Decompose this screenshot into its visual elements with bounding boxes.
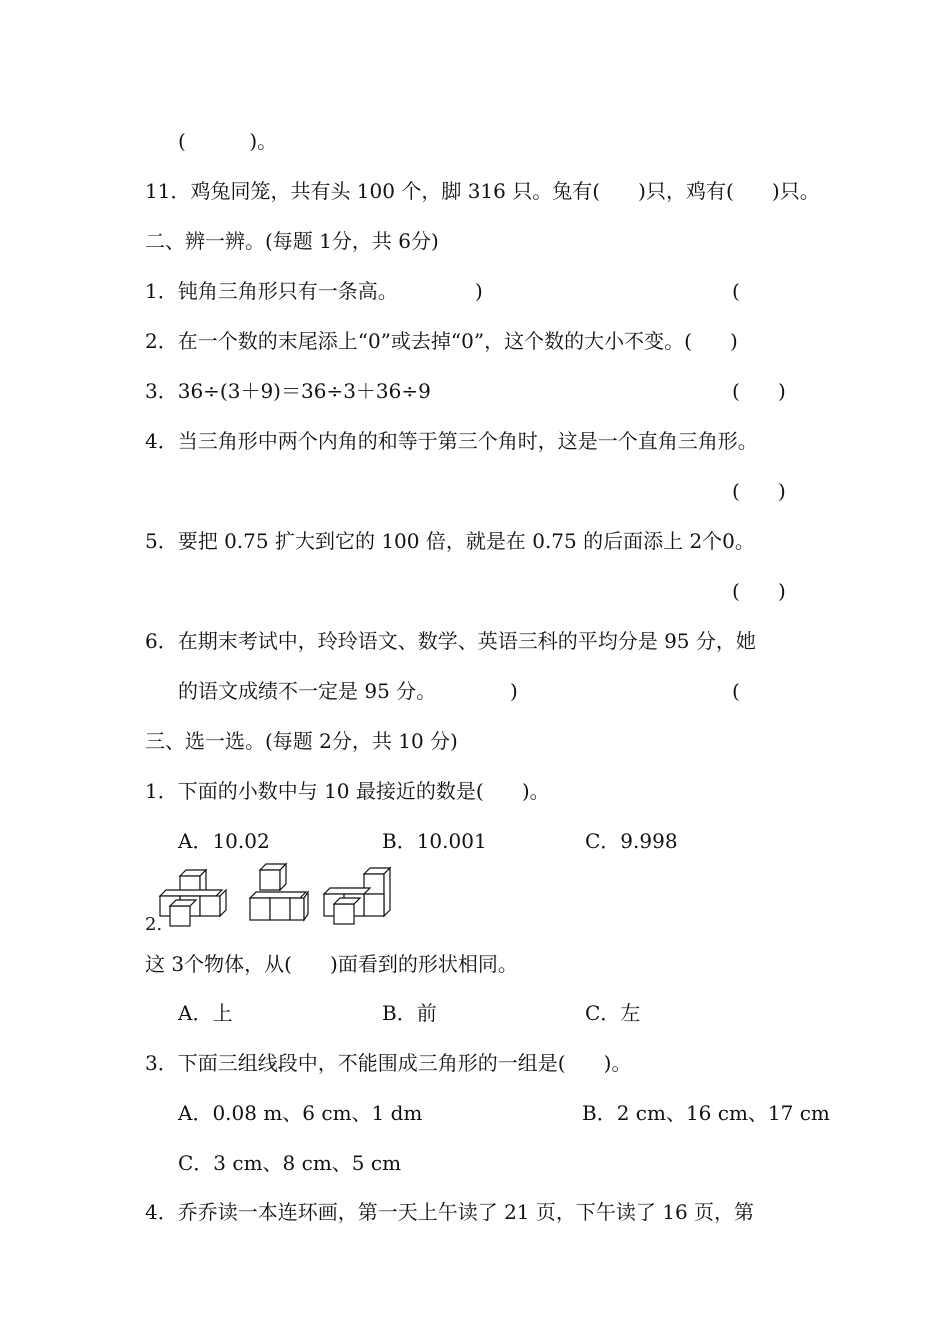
choice-3-option-c: C．3 cm、8 cm、5 cm [178, 1151, 402, 1175]
judge-2: 2．在一个数的末尾添上“0”或去掉“0”，这个数的大小不变。( ) [145, 329, 738, 353]
section-3-heading: 三、选一选。(每题 2分，共 10 分) [145, 729, 458, 753]
question-11: 11．鸡兔同笼，共有头 100 个，脚 316 只。兔有( )只，鸡有( )只。 [145, 179, 820, 203]
choice-4: 4．乔乔读一本连环画，第一天上午读了 21 页，下午读了 16 页，第 [145, 1200, 755, 1224]
choice-3: 3．下面三组线段中，不能围成三角形的一组是( )。 [145, 1051, 632, 1075]
choice-1: 1．下面的小数中与 10 最接近的数是( )。 [145, 779, 550, 803]
judge-1: 1．钝角三角形只有一条高。 [145, 279, 398, 303]
choice-2-number: 2. [145, 914, 163, 935]
judge-6-paren-open: ( [732, 679, 740, 703]
choice-1-option-a: A．10.02 [178, 829, 270, 853]
judge-5: 5．要把 0.75 扩大到它的 100 倍，就是在 0.75 的后面添上 2个0。 [145, 529, 755, 553]
choice-1-option-c: C．9.998 [585, 829, 678, 853]
judge-4: 4．当三角形中两个内角的和等于第三个角时，这是一个直角三角形。 [145, 429, 758, 453]
judge-6-line-2: 的语文成绩不一定是 95 分。 [178, 679, 437, 703]
cube-figure-1 [158, 866, 230, 928]
judge-6-paren-close: ) [510, 679, 518, 703]
choice-2-option-a: A．上 [178, 1001, 233, 1025]
judge-1-paren-open: ( [732, 279, 740, 303]
judge-6-line-1: 6．在期末考试中，玲玲语文、数学、英语三科的平均分是 95 分，她 [145, 629, 756, 653]
judge-3-paren: ( ) [732, 379, 786, 403]
judge-3: 3．36÷(3＋9)＝36÷3＋36÷9 [145, 379, 431, 403]
cube-figure-2 [248, 862, 310, 928]
choice-2: 这 3个物体，从( )面看到的形状相同。 [145, 952, 518, 976]
judge-1-paren-close: ) [475, 279, 483, 303]
choice-3-option-a: A．0.08 m、6 cm、1 dm [178, 1101, 423, 1125]
cube-figure-3 [322, 866, 394, 928]
q10-continuation: ( )。 [178, 129, 278, 153]
choice-2-option-c: C．左 [585, 1001, 641, 1025]
judge-5-paren: ( ) [732, 579, 786, 603]
choice-1-option-b: B．10.001 [382, 829, 487, 853]
choice-2-option-b: B．前 [382, 1001, 437, 1025]
choice-3-option-b: B．2 cm、16 cm、17 cm [582, 1101, 830, 1125]
judge-4-paren: ( ) [732, 479, 786, 503]
section-2-heading: 二、辨一辨。(每题 1分，共 6分) [145, 229, 439, 253]
